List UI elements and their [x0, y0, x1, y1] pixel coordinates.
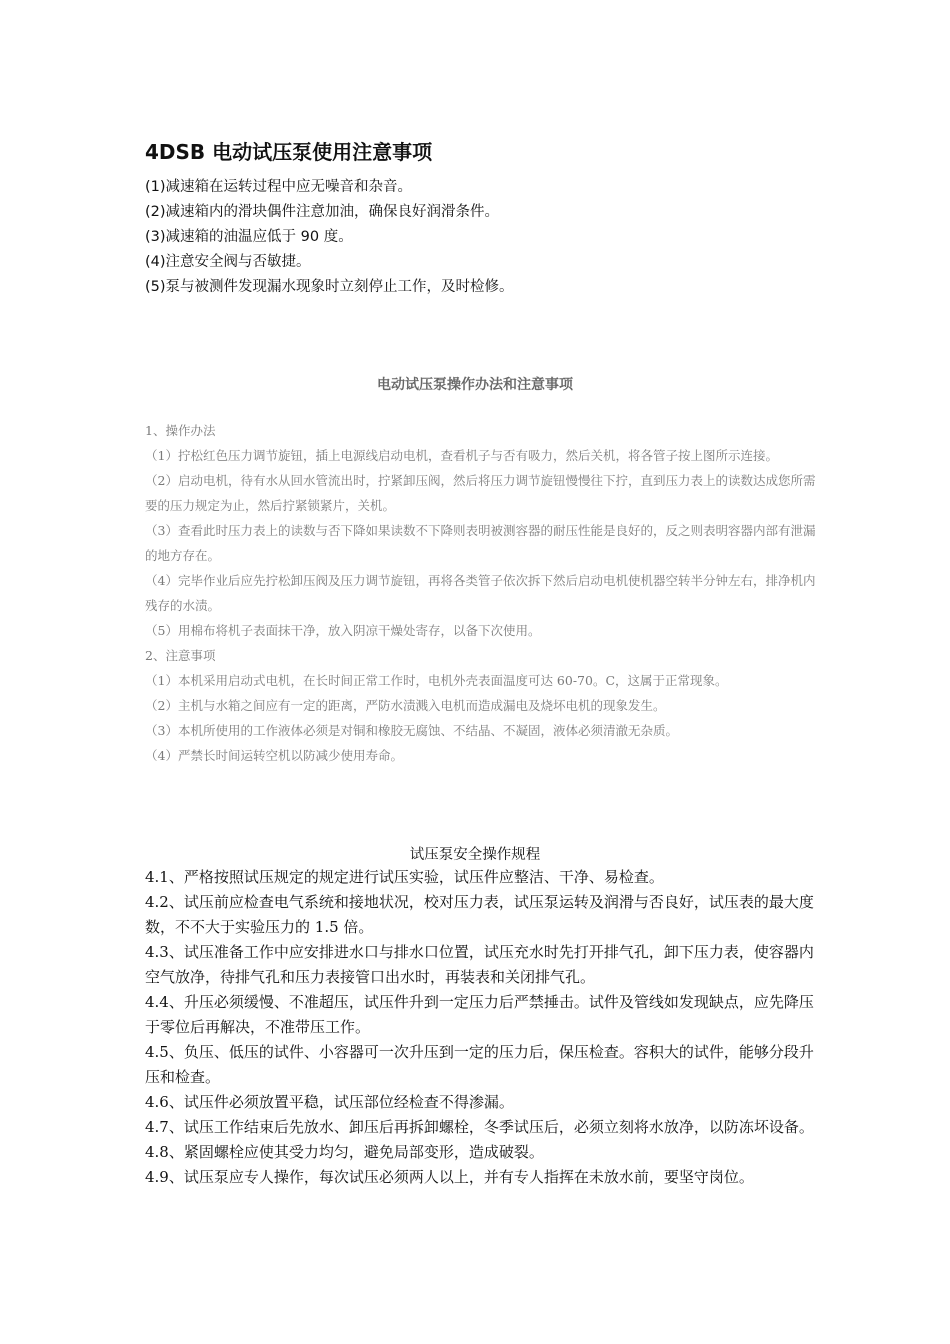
section3-paragraph: 4.7、试压工作结束后先放水、卸压后再拆卸螺栓，冬季试压后，必须立刻将水放净，以防冻坏设备。 [145, 1118, 814, 1136]
section3-paragraph: 4.1、严格按照试压规定的规定进行试压实验，试压件应整洁、干净、易检查。 [145, 868, 664, 886]
section2-heading-notes: 2、注意事项 [145, 648, 216, 663]
section2-paragraph: （4）严禁长时间运转空机以防减少使用寿命。 [145, 748, 403, 763]
section1-title: 4DSB 电动试压泵使用注意事项 [145, 140, 433, 164]
section1-item: (3)减速箱的油温应低于 90 度。 [145, 229, 353, 245]
section2-paragraph: （1）本机采用启动式电机，在长时间正常工作时，电机外壳表面温度可达 60-70。C，这属于正常现象。 [145, 673, 728, 688]
section2-paragraph: （5）用棉布将机子表面抹干净，放入阴凉干燥处寄存，以备下次使用。 [145, 623, 541, 638]
section1-list [145, 175, 514, 300]
section3-paragraph: 4.4、升压必须缓慢、不准超压，试压件升到一定压力后严禁捶击。试件及管线如发现缺点，应先降压于零位后再解决，不准带压工作。 [145, 993, 814, 1036]
section3-body [145, 865, 825, 1190]
section2-paragraph: （2）主机与水箱之间应有一定的距离，严防水渍溅入电机而造成漏电及烧坏电机的现象发生。 [145, 698, 666, 713]
section3-paragraph: 4.3、试压准备工作中应安排进水口与排水口位置，试压充水时先打开排气孔，卸下压力表，使容器内空气放净，待排气孔和压力表接管口出水时，再装表和关闭排气孔。 [145, 943, 814, 986]
section2-paragraph: （2）启动电机，待有水从回水管流出时，拧紧卸压阀，然后将压力调节旋钮慢慢往下拧，直到压力表上的读数达成您所需要的压力规定为止，然后拧紧锁紧片，关机。 [145, 473, 816, 513]
section3-title: 试压泵安全操作规程 [409, 847, 541, 863]
section2-body [145, 418, 825, 768]
section2-paragraph: （1）拧松红色压力调节旋钮，插上电源线启动电机，查看机子与否有吸力，然后关机，将各管子按上图所示连接。 [145, 448, 778, 463]
section1-item: (1)减速箱在运转过程中应无噪音和杂音。 [145, 179, 413, 195]
section2-paragraph: （3）查看此时压力表上的读数与否下降如果读数不下降则表明被测容器的耐压性能是良好的，反之则表明容器内部有泄漏的地方存在。 [145, 523, 816, 563]
section2-title: 电动试压泵操作办法和注意事项 [377, 377, 573, 393]
section1-item: (5)泵与被测件发现漏水现象时立刻停止工作，及时检修。 [145, 279, 514, 295]
section3-paragraph: 4.5、负压、低压的试件、小容器可一次升压到一定的压力后，保压检查。容积大的试件，能够分段升压和检查。 [145, 1043, 814, 1086]
section3-paragraph: 4.8、紧固螺栓应使其受力均匀，避免局部变形，造成破裂。 [145, 1143, 544, 1161]
section3-paragraph: 4.2、试压前应检查电气系统和接地状况，校对压力表，试压泵运转及润滑与否良好，试压表的最大度数，不不大于实验压力的 1.5 倍。 [145, 893, 814, 936]
section2-paragraph: （4）完毕作业后应先拧松卸压阀及压力调节旋钮，再将各类管子依次拆下然后启动电机使机器空转半分钟左右，排净机内残存的水渍。 [145, 573, 816, 613]
section1-item: (2)减速箱内的滑块偶件注意加油，确保良好润滑条件。 [145, 204, 500, 220]
section2-heading-operation: 1、操作办法 [145, 423, 216, 438]
section1-item: (4)注意安全阀与否敏捷。 [145, 254, 311, 270]
section3-paragraph: 4.9、试压泵应专人操作，每次试压必须两人以上，并有专人指挥在未放水前，要坚守岗位。 [145, 1168, 754, 1186]
section2-paragraph: （3）本机所使用的工作液体必须是对铜和橡胶无腐蚀、不结晶、不凝固，液体必须清澈无杂质。 [145, 723, 678, 738]
section3-paragraph: 4.6、试压件必须放置平稳，试压部位经检查不得渗漏。 [145, 1093, 514, 1111]
